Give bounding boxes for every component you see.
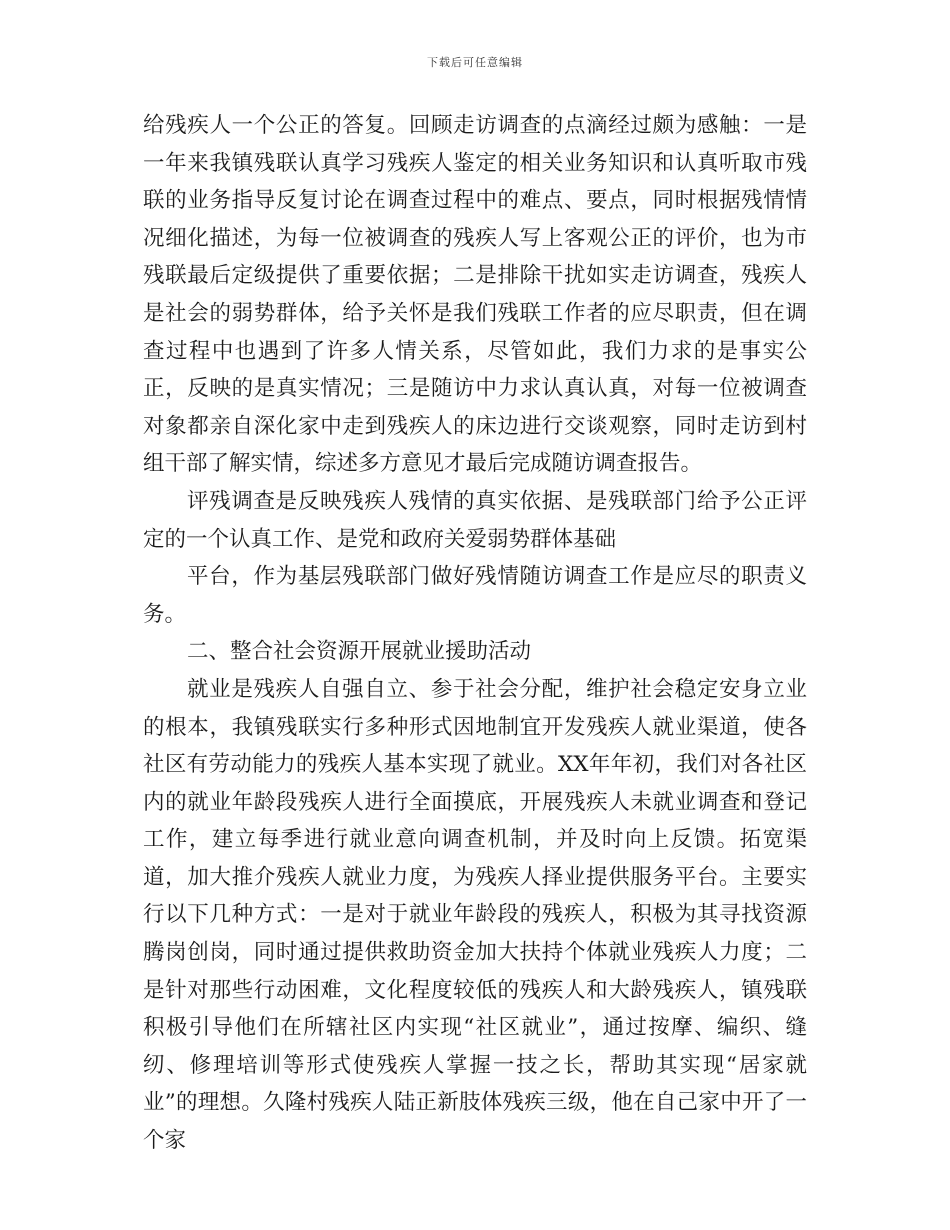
document-body	[143, 107, 807, 1160]
section-heading-employment: 二、整合社会资源开展就业援助活动	[187, 639, 532, 665]
paragraph-platform-duty: 平台，作为基层残联部门做好残情随访调查工作是应尽的职责义务。	[143, 564, 807, 627]
paragraph-evaluation-basis: 评残调查是反映残疾人残情的真实依据、是残联部门给予公正评定的一个认真工作、是党和政府关爱弱势群体基础	[143, 488, 807, 552]
page-header: 下载后可任意编辑	[427, 56, 523, 69]
paragraph-employment-assistance: 就业是残疾人自强自立、参于社会分配，维护社会稳定安身立业的根本，我镇残联实行多种形式因地制宜开发残疾人就业渠道，使各社区有劳动能力的残疾人基本实现了就业。XX年年初，我们对各社区内的就业年龄段残疾人进行全面摸底，开展残疾人未就业调查和登记工作，建立每季进行就业意向调查机制，并及时向上反馈。拓宽渠道，加大推介残疾人就业力度，为残疾人择业提供服务平台。主要实行以下几种方式：一是对于就业年龄段的残疾人，积极为其寻找资源腾岗创岗，同时通过提供救助资金加大扶持个体就业残疾人力度；二是针对那些行动困难，文化程度较低的残疾人和大龄残疾人，镇残联积极引导他们在所辖社区内实现“社区就业”，通过按摩、编织、缝纫、修理培训等形式使残疾人掌握一技之长，帮助其实现“居家就业”的理想。久隆村残疾人陆正新肢体残疾三级，他在自己家中开了一个家	[143, 676, 807, 1154]
paragraph-survey-review: 给残疾人一个公正的答复。回顾走访调查的点滴经过颇为感触：一是一年来我镇残联认真学习残疾人鉴定的相关业务知识和认真听取市残联的业务指导反复讨论在调查过程中的难点、要点，同时根据残情情况细化描述，为每一位被调查的残疾人写上客观公正的评价，也为市残联最后定级提供了重要依据；二是排除干扰如实走访调查，残疾人是社会的弱势群体，给予关怀是我们残联工作者的应尽职责，但在调查过程中也遇到了许多人情关系，尽管如此，我们力求的是事实公正，反映的是真实情况；三是随访中力求认真认真，对每一位被调查对象都亲自深化家中走到残疾人的床边进行交谈观察，同时走访到村组干部了解实情，综述多方意见才最后完成随访调查报告。	[143, 113, 807, 477]
